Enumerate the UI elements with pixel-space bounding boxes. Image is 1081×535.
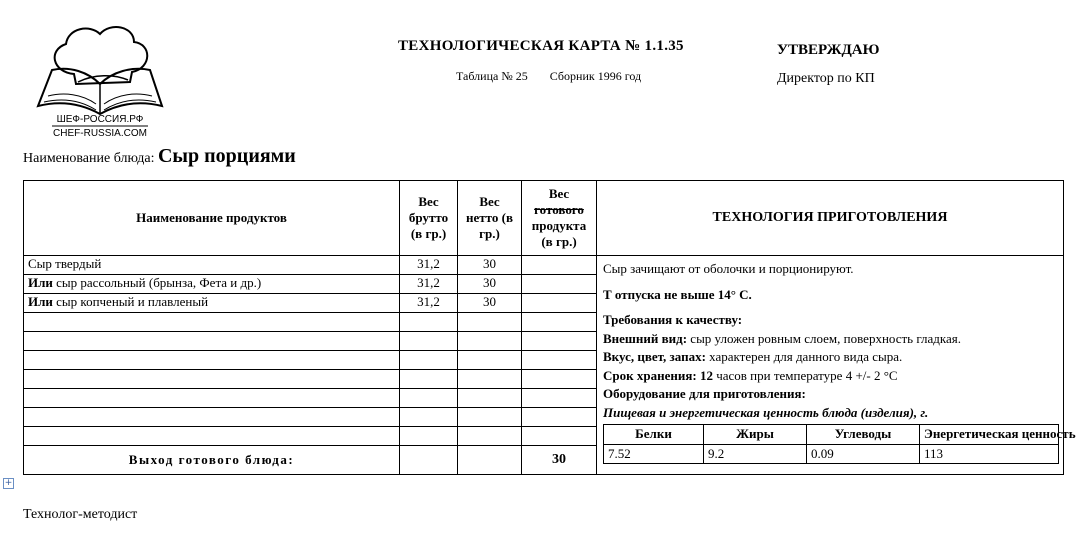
header-gross: Вес брутто (в гр.) [400, 181, 458, 256]
quality-title: Требования к качеству: [603, 312, 743, 327]
yield-value: 30 [522, 446, 597, 475]
header-net: Вес нетто (в гр.) [458, 181, 522, 256]
nutrition-value-row [604, 444, 1059, 464]
table-row [24, 256, 1064, 275]
storage-line: Срок хранения: 12 часов при температуре 4 +/- 2 °С [603, 367, 898, 383]
ingredient-net: 30 [458, 275, 522, 294]
document-title: ТЕХНОЛОГИЧЕСКАЯ КАРТА № 1.1.35 [398, 38, 684, 54]
ingredient-gross: 31,2 [400, 294, 458, 313]
nutrition-header: Белки [604, 425, 704, 445]
ingredient-name: Или сыр копченый и плавленый [24, 294, 400, 313]
nutrition-header: Жиры [704, 425, 807, 445]
ingredient-net: 30 [458, 294, 522, 313]
ingredient-ready [522, 256, 597, 275]
signature-label: Технолог-методист [23, 507, 138, 522]
nutrition-value: 0.09 [807, 444, 920, 464]
table-number: Таблица № 25 [456, 69, 528, 83]
header-technology: ТЕХНОЛОГИЯ ПРИГОТОВЛЕНИЯ [597, 181, 1064, 256]
taste-line: Вкус, цвет, запах: характерен для данного вида сыра. [603, 349, 903, 364]
nutrition-value: 9.2 [704, 444, 807, 464]
tech-temp: Т отпуска не выше 14° С. [603, 286, 752, 302]
yield-label: Выход готового блюда: [24, 446, 400, 475]
dish-name-label: Наименование блюда: [23, 151, 155, 166]
nutrition-header: Энергетическая ценность [920, 425, 1059, 445]
table-header-row [24, 181, 1064, 256]
appearance-line: Внешний вид: сыр уложен ровным слоем, поверхность гладкая. [603, 330, 962, 346]
nutrition-header-row [604, 425, 1059, 445]
nutrition-table [603, 424, 1076, 464]
nutrition-header: Углеводы [807, 425, 920, 445]
ingredient-name: Сыр твердый [24, 256, 400, 275]
director-label: Директор по КП [777, 71, 875, 86]
ingredient-gross: 31,2 [400, 275, 458, 294]
nutrition-value: 7.52 [604, 444, 704, 464]
approve-label: УТВЕРЖДАЮ [777, 42, 880, 58]
header-ready-word: готового [534, 202, 584, 217]
ingredient-ready [522, 294, 597, 313]
logo-text-2: CHEF-RUSSIA.COM [53, 128, 147, 139]
tech-text: Сыр зачищают от оболочки и порционируют. [603, 261, 854, 276]
header-ready: Вес готового продукта (в гр.) [522, 181, 597, 256]
technology-cell [597, 256, 1076, 475]
ingredient-name: Или сыр рассольный (брынза, Фета и др.) [24, 275, 400, 294]
logo-text-1: ШЕФ-РОССИЯ.РФ [56, 114, 144, 125]
dish-name-line [23, 145, 296, 168]
ingredient-ready [522, 275, 597, 294]
collection-year: Сборник 1996 год [549, 69, 642, 83]
nutrition-value: 113 [920, 444, 1059, 464]
table-move-handle-icon[interactable]: + [4, 478, 13, 488]
ingredient-net: 30 [458, 256, 522, 275]
recipe-table [23, 180, 1076, 475]
header-product: Наименование продуктов [24, 181, 400, 256]
equipment-line: Оборудование для приготовления: [603, 386, 806, 401]
header-subtitle [456, 69, 663, 84]
chef-russia-logo [34, 22, 166, 140]
dish-name: Сыр порциями [157, 145, 296, 167]
ingredient-gross: 31,2 [400, 256, 458, 275]
nutrition-title: Пищевая и энергетическая ценность блюда (изделия), г. [603, 404, 929, 420]
